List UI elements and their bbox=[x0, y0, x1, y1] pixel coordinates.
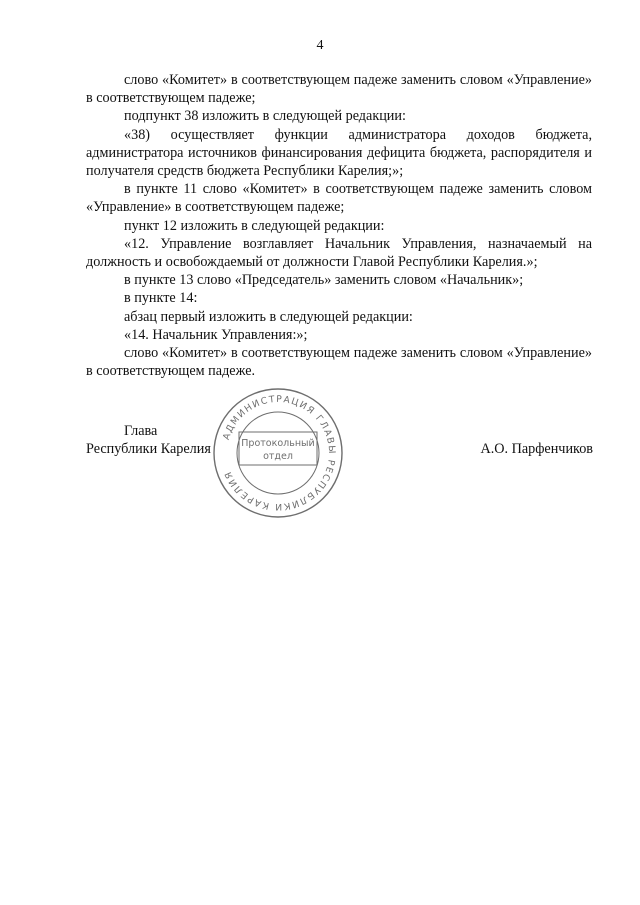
paragraph-6: «12. Управление возглавляет Начальник Управления, назначаемый на должность и освобождаемый от должности Главой Республики Карелия.»; bbox=[86, 235, 592, 271]
paragraph-1: слово «Комитет» в соответствующем падеже заменить словом «Управление» в соответствующем падеже; bbox=[86, 72, 592, 107]
paragraph-9: абзац первый изложить в следующей редакции: bbox=[124, 308, 413, 325]
stamp-center-line1: Протокольный bbox=[241, 438, 315, 449]
signature-name: А.О. Парфенчиков bbox=[480, 441, 593, 457]
stamp-ring-textpath: АДМИНИСТРАЦИЯ ГЛАВЫ РЕСПУБЛИКИ КАРЕЛИЯ bbox=[220, 393, 338, 513]
signature-title-line2: Республики Карелия bbox=[86, 441, 211, 458]
paragraph-2: подпункт 38 изложить в следующей редакции: bbox=[124, 108, 406, 125]
paragraph-4: в пункте 11 слово «Комитет» в соответствующем падеже заменить словом «Управление» в соответствующем падеже; bbox=[86, 181, 592, 216]
paragraph-5: пункт 12 изложить в следующей редакции: bbox=[124, 217, 385, 234]
paragraph-11: слово «Комитет» в соответствующем падеже заменить словом «Управление» в соответствующем падеже. bbox=[86, 345, 592, 380]
page-number: 4 bbox=[316, 38, 324, 53]
paragraph-7: в пункте 13 слово «Председатель» заменить словом «Начальник»; bbox=[124, 272, 524, 289]
paragraph-10: «14. Начальник Управления:»; bbox=[124, 326, 308, 343]
signature-title bbox=[86, 422, 211, 458]
document-body bbox=[86, 71, 592, 380]
paragraph-3: «38) осуществляет функции администратора доходов бюджета, администратора источников финансирования дефицита бюджета, распорядителя и получателя средств бюджета Республики Карелия;»; bbox=[86, 126, 592, 180]
signature-title-line1: Глава bbox=[124, 423, 158, 439]
paragraph-8: в пункте 14: bbox=[124, 290, 198, 307]
official-stamp bbox=[210, 385, 346, 521]
stamp-center-line2: отдел bbox=[263, 451, 293, 462]
